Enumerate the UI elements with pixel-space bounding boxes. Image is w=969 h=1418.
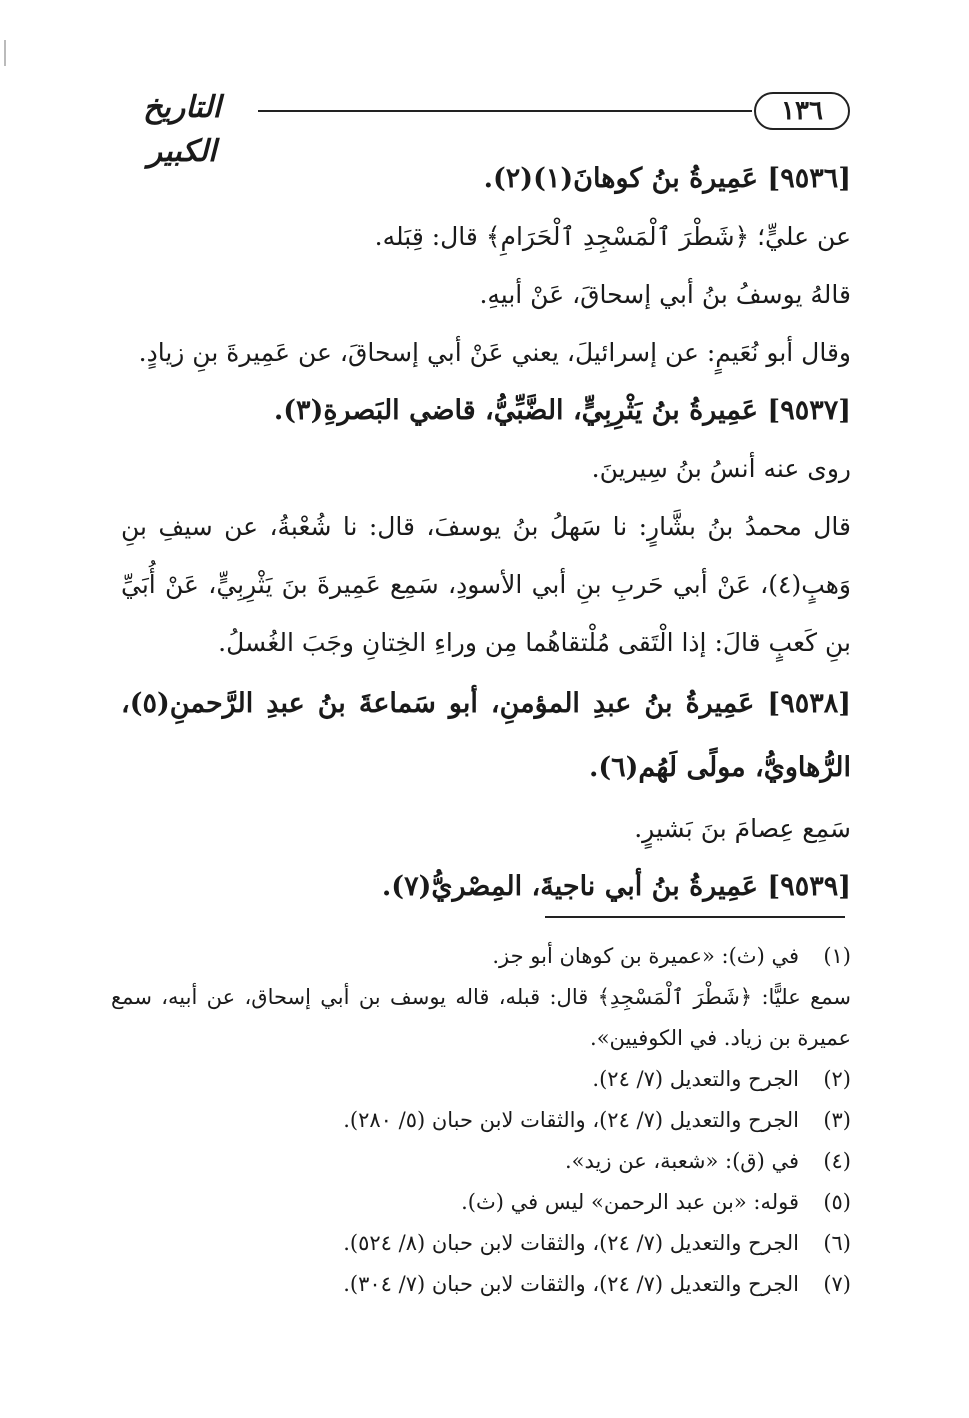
- footnote-number: (١): [823, 944, 851, 968]
- footnote-item: [111, 1059, 851, 1100]
- header-rule: [258, 110, 752, 112]
- footnote-number: (٣): [823, 1108, 851, 1132]
- entry-heading-9539: [٩٥٣٩] عَمِيرةُ بنُ أبي ناجيةَ، المِصْريُّ(٧).: [381, 871, 851, 902]
- footnote-number: (٦): [823, 1231, 851, 1255]
- footnote-item: [111, 1141, 851, 1182]
- footnote-text: في (ق): «شعبة، عن زيد».: [565, 1149, 799, 1173]
- main-text: [121, 150, 851, 916]
- footnote-number: (٢): [823, 1067, 851, 1091]
- footnote-number: (٤): [823, 1149, 851, 1173]
- footnote-divider: [545, 916, 845, 918]
- footnote-text: الجرح والتعديل (٧/ ٢٤)، والثقات لابن حبان (٧/ ٣٠٤).: [343, 1272, 799, 1296]
- footnote-item: [111, 936, 851, 977]
- text-line: قالهُ يوسفُ بنُ أبي إسحاقَ، عَنْ أبيهِ.: [479, 280, 851, 309]
- footnote-item: [111, 1223, 851, 1264]
- book-title: التاريخ الكبير: [143, 90, 221, 169]
- text-line: وقال أبو نُعَيمٍ: عن إسرائيلَ، يعني عَنْ أبي إسحاقَ، عن عَمِيرةَ بنِ زيادٍ.: [138, 338, 851, 367]
- footnote-item: [111, 1264, 851, 1305]
- footnote-text: الجرح والتعديل (٧/ ٢٤)، والثقات لابن حبان (٨/ ٥٢٤).: [343, 1231, 799, 1255]
- footnote-text: في (ث): «عميرة بن كوهان أبو جز.: [492, 944, 799, 968]
- footnote-item: [111, 1182, 851, 1223]
- footnotes: [111, 936, 851, 1305]
- footnote-number: (٥): [823, 1190, 851, 1214]
- footnote-continuation: سمع عليًّا: ﴿شَطْرَ ٱلْمَسْجِدِ﴾ قال: قبله، قاله يوسف بن أبي إسحاق، عن أبيه، سمع عميرة بن زياد. في الكوفيين».: [111, 985, 851, 1050]
- text-paragraph: قال محمدُ بنُ بشَّارٍ: نا سَهلُ بنُ يوسفَ، قال: نا شُعْبةُ، عن سيفِ بنِ وَهبٍ(٤)، عَنْ أبي حَربِ بنِ أبي الأسودِ، سَمِع عَمِيرةَ بنَ يَثْرِبِيٍّ، عَنْ أُبَيِّ بنِ كَعبٍ قالَ: إذا الْتَقى مُلْتقاهُما مِن وراءِ الخِتانِ وجَبَ الغُسلُ.: [121, 512, 851, 657]
- text-line: عن عليٍّ؛ ﴿شَطْرَ ٱلْمَسْجِدِ ٱلْحَرَامِ﴾ قال: قِبَله.: [374, 222, 851, 251]
- footnote-text: قوله: «بن عبد الرحمن» ليس في (ث).: [461, 1190, 799, 1214]
- entry-heading-9538: [٩٥٣٨] عَمِيرةُ بنُ عبدِ المؤمنِ، أبو سَماعةَ بنُ عبدِ الرَّحمنِ(٥)، الرُّهاويُّ، مولًى لَهُم(٦).: [121, 688, 851, 783]
- footnote-text: الجرح والتعديل (٧/ ٢٤).: [592, 1067, 799, 1091]
- text-line: روى عنه أنسُ بنُ سِيرينَ.: [591, 454, 851, 483]
- page-header: [108, 86, 850, 169]
- text-line: سَمِع عِصامَ بنَ بَشيرٍ.: [634, 814, 851, 843]
- entry-heading-9537: [٩٥٣٧] عَمِيرةُ بنُ يَثْرِبِيٍّ، الضَّبِّيُّ، قاضي البَصرةِ(٣).: [273, 395, 851, 426]
- footnote-number: (٧): [823, 1272, 851, 1296]
- page-number: ١٣٦: [754, 92, 850, 130]
- footnote-item: [111, 1100, 851, 1141]
- entry-heading-9536: [٩٥٣٦] عَمِيرةُ بنُ كوهانَ(١)(٢).: [483, 163, 851, 194]
- footnote-text: الجرح والتعديل (٧/ ٢٤)، والثقات لابن حبان (٥/ ٢٨٠).: [343, 1108, 799, 1132]
- scan-margin-mark: [4, 40, 6, 66]
